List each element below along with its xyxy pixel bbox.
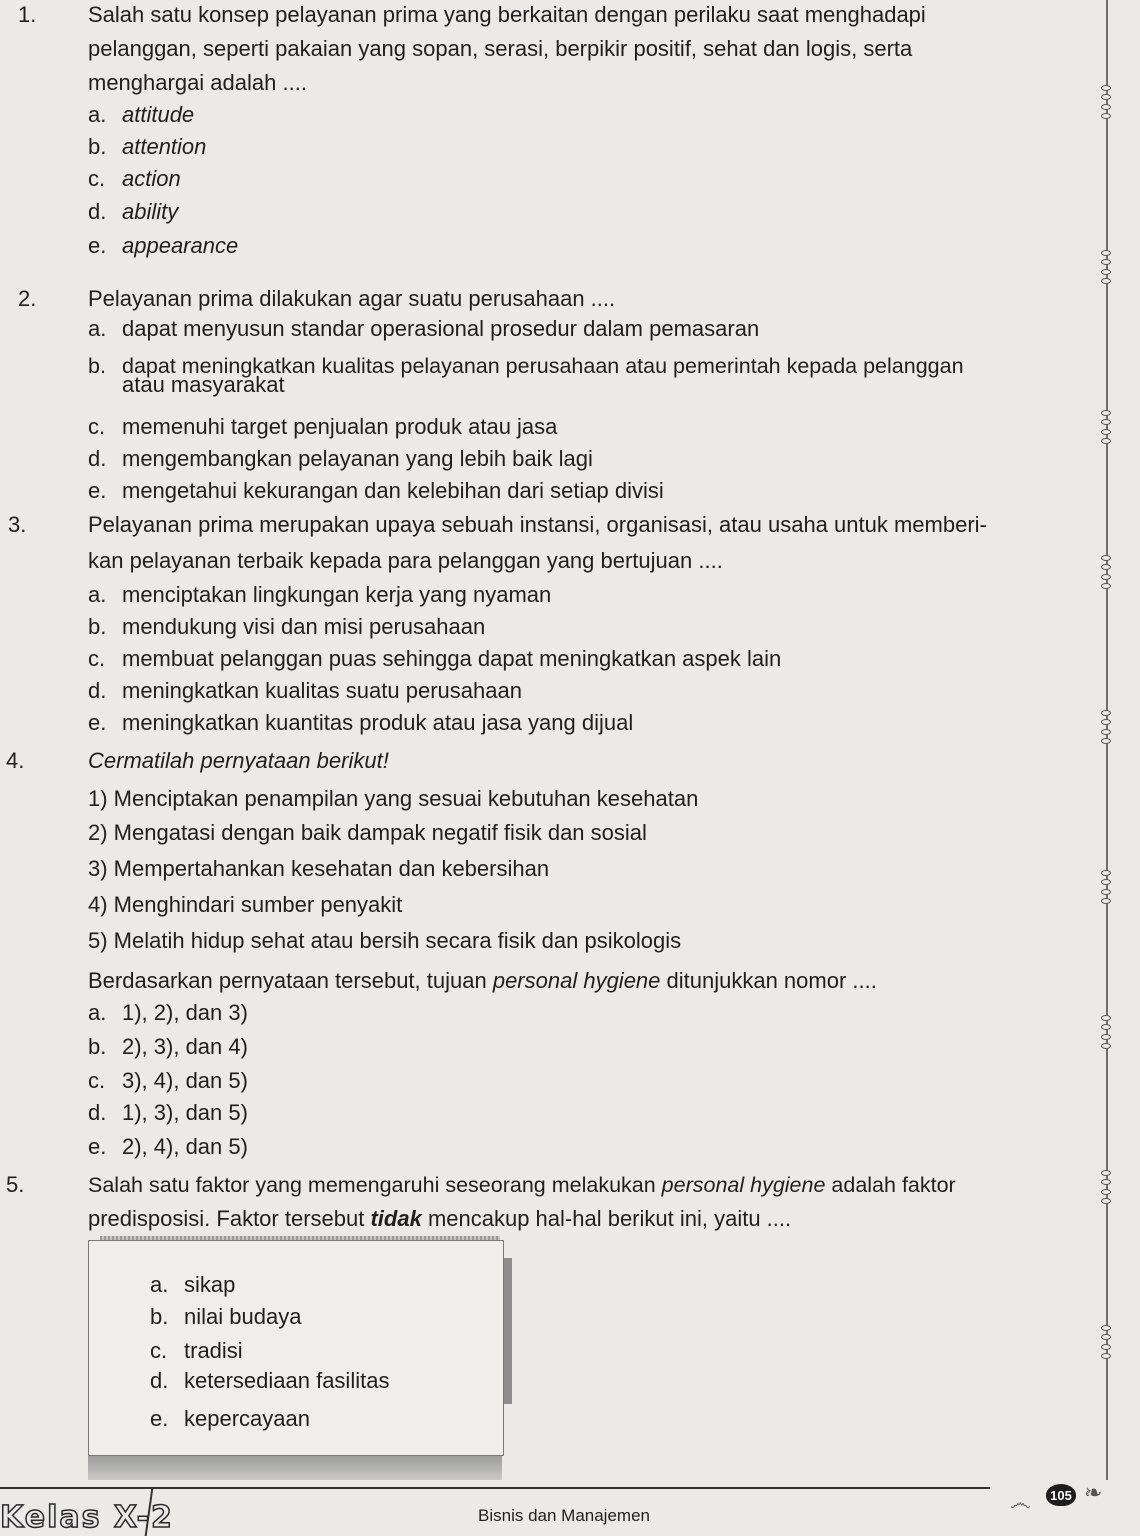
option[interactable]: c. 3), 4), dan 5) xyxy=(88,1068,248,1093)
option[interactable]: d. mengembangkan pelayanan yang lebih baik lagi xyxy=(88,446,593,471)
option[interactable]: a. menciptakan lingkungan kerja yang nyaman xyxy=(88,582,552,607)
subject-title: Bisnis dan Manajemen xyxy=(478,1506,650,1525)
option[interactable]: e. appearance xyxy=(88,233,239,258)
question-instruction: Cermatilah pernyataan berikut! xyxy=(88,748,389,773)
option[interactable]: d. 1), 3), dan 5) xyxy=(88,1100,248,1125)
option[interactable]: e. mengetahui kekurangan dan kelebihan dari setiap divisi xyxy=(88,478,664,503)
option[interactable]: e. 2), 4), dan 5) xyxy=(88,1134,248,1159)
page-number: 105 xyxy=(1046,1484,1076,1506)
option[interactable]: d. ketersediaan fasilitas xyxy=(150,1368,390,1393)
option[interactable]: c. memenuhi target penjualan produk atau jasa xyxy=(88,414,558,439)
border-ornament xyxy=(1099,85,1113,119)
option[interactable]: a. attitude xyxy=(88,102,195,127)
box-shadow xyxy=(88,1456,502,1480)
footer-rule xyxy=(0,1487,160,1489)
question-text: Salah satu konsep pelayanan prima yang berkaitan dengan perilaku saat menghadapi xyxy=(88,2,926,27)
question-text: Berdasarkan pernyataan tersebut, tujuan personal hygiene ditunjukkan nomor .... xyxy=(88,968,877,993)
question-text: Pelayanan prima dilakukan agar suatu perusahaan .... xyxy=(88,286,616,311)
option[interactable]: b. nilai budaya xyxy=(150,1304,302,1329)
option[interactable]: a. sikap xyxy=(150,1272,236,1297)
question-number: 4. xyxy=(6,748,25,773)
question-number: 1. xyxy=(18,2,37,27)
question-text: Salah satu faktor yang memengaruhi seseorang melakukan personal hygiene adalah faktor xyxy=(88,1173,956,1197)
border-ornament xyxy=(1099,555,1113,589)
question-text: kan pelayanan terbaik kepada para pelanggan yang bertujuan .... xyxy=(88,548,723,573)
question-text: predisposisi. Faktor tersebut tidak mencakup hal-hal berikut ini, yaitu .... xyxy=(88,1206,792,1231)
class-label: Kelas X-2 xyxy=(0,1500,174,1535)
swirl-ornament-icon: ෴ xyxy=(1010,1490,1031,1515)
option[interactable]: e. meningkatkan kuantitas produk atau jasa yang dijual xyxy=(88,710,634,735)
statement: 3) Mempertahankan kesehatan dan kebersihan xyxy=(88,856,550,881)
option[interactable]: c. membuat pelanggan puas sehingga dapat meningkatkan aspek lain xyxy=(88,646,782,671)
question-text: pelanggan, seperti pakaian yang sopan, serasi, berpikir positif, sehat dan logis, serta xyxy=(88,36,913,61)
statement: 5) Melatih hidup sehat atau bersih secara fisik dan psikologis xyxy=(88,928,682,953)
option[interactable]: b. 2), 3), dan 4) xyxy=(88,1034,248,1059)
question-number: 2. xyxy=(18,286,37,311)
border-ornament xyxy=(1099,1325,1113,1359)
question-number: 3. xyxy=(8,512,27,537)
swirl-ornament-icon: ❧ xyxy=(1084,1480,1103,1505)
border-ornament xyxy=(1099,250,1113,284)
statement: 1) Menciptakan penampilan yang sesuai kebutuhan kesehatan xyxy=(88,786,699,811)
question-text: menghargai adalah .... xyxy=(88,70,307,95)
statement: 2) Mengatasi dengan baik dampak negatif fisik dan sosial xyxy=(88,820,647,845)
option[interactable]: a. 1), 2), dan 3) xyxy=(88,1000,248,1025)
question-number: 5. xyxy=(6,1172,25,1197)
option[interactable]: b. mendukung visi dan misi perusahaan xyxy=(88,614,486,639)
option[interactable]: d. ability xyxy=(88,199,179,224)
option-continuation: atau masyarakat xyxy=(122,372,285,397)
option[interactable]: b. dapat meningkatkan kualitas pelayanan perusahaan atau pemerintah kepada pelanggan xyxy=(88,354,964,378)
footer-rule xyxy=(150,1487,990,1489)
border-ornament xyxy=(1099,710,1113,744)
statement: 4) Menghindari sumber penyakit xyxy=(88,892,403,917)
border-ornament xyxy=(1099,1015,1113,1049)
question-text: Pelayanan prima merupakan upaya sebuah instansi, organisasi, atau usaha untuk memberi- xyxy=(88,512,987,537)
border-ornament xyxy=(1099,410,1113,444)
option[interactable]: d. meningkatkan kualitas suatu perusahaan xyxy=(88,678,522,703)
option[interactable]: c. tradisi xyxy=(150,1338,243,1363)
option[interactable]: e. kepercayaan xyxy=(150,1406,310,1431)
option[interactable]: c. action xyxy=(88,166,181,191)
border-ornament xyxy=(1099,1170,1113,1204)
border-ornament xyxy=(1099,870,1113,904)
option[interactable]: a. dapat menyusun standar operasional prosedur dalam pemasaran xyxy=(88,316,760,341)
option[interactable]: b. attention xyxy=(88,134,207,159)
